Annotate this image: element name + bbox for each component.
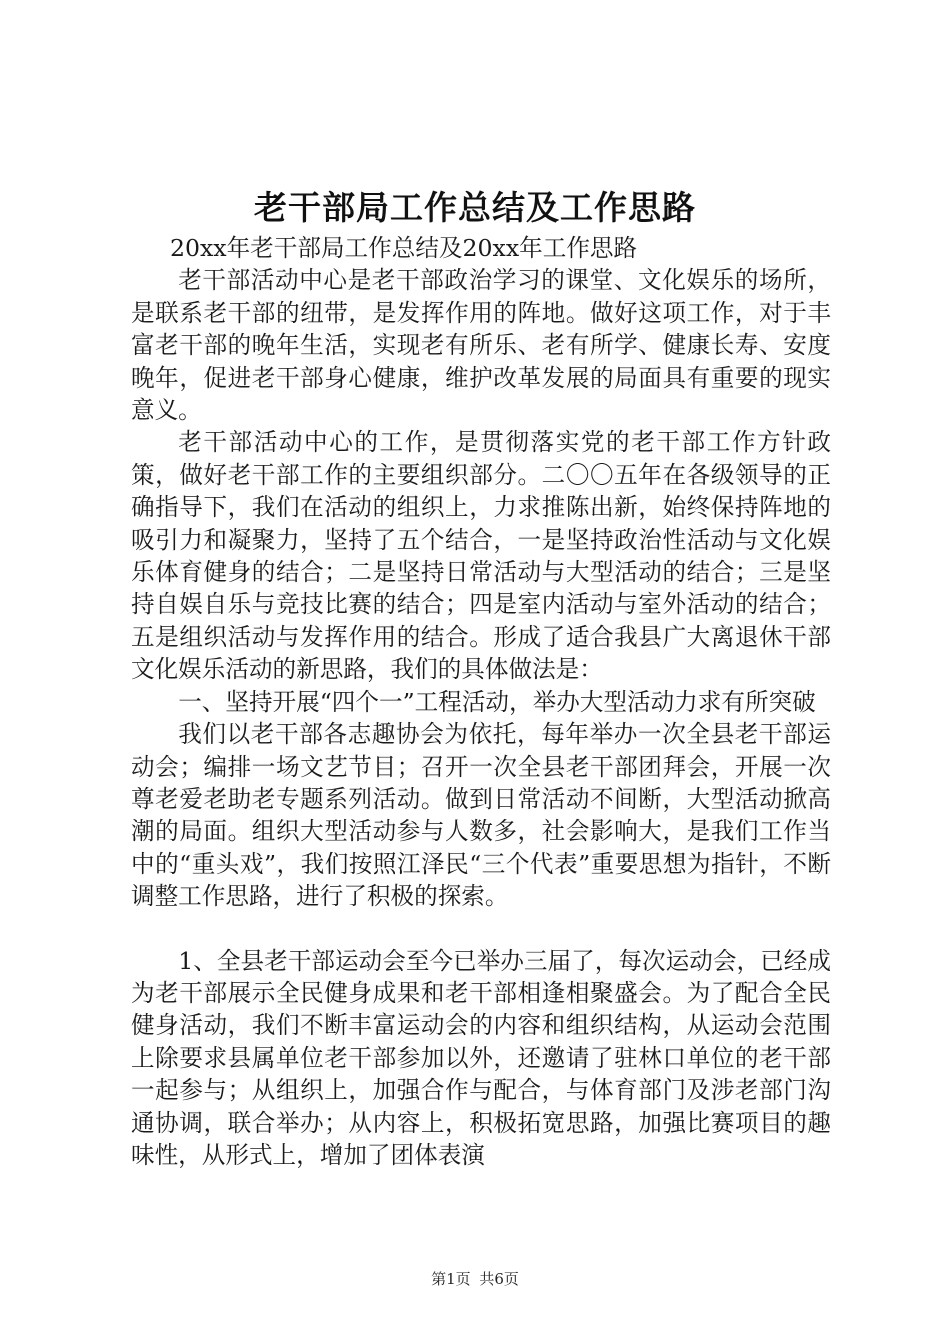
document-subtitle: 20xx年老干部局工作总结及20xx年工作思路 bbox=[169, 234, 638, 262]
paragraph: 我们以老干部各志趣协会为依托，每年举办一次全县老干部运动会；编排一场文艺节目；召开一次全县老干部团拜会，开展一次尊老爱老助老专题系列活动。做到日常活动不间断，大型活动掀高潮的局面。组织大型活动参与人数多，社会影响大，是我们工作当中的“重头戏”，我们按照江泽民“三个代表”重要思想为指针，不断调整工作思路，进行了积极的探索。 bbox=[131, 720, 831, 911]
paragraph: 1、全县老干部运动会至今已举办三届了，每次运动会，已经成为老干部展示全民健身成果和老干部相逢相聚盛会。为了配合全民健身活动，我们不断丰富运动会的内容和组织结构，从运动会范围上除要求县属单位老干部参加以外，还邀请了驻林口单位的老干部一起参与；从组织上，加强合作与配合，与体育部门及涉老部门沟通协调，联合举办；从内容上，积极拓宽思路，加强比赛项目的趣味性，从形式上，增加了团体表演 bbox=[131, 946, 831, 1169]
paragraph: 老干部活动中心的工作，是贯彻落实党的老干部工作方针政策，做好老干部工作的主要组织部分。二〇〇五年在各级领导的正确指导下，我们在活动的组织上，力求推陈出新，始终保持阵地的吸引力和凝聚力，坚持了五个结合，一是坚持政治性活动与文化娱乐体育健身的结合；二是坚持日常活动与大型活动的结合；三是坚持自娱自乐与竞技比赛的结合；四是室内活动与室外活动的结合；五是组织活动与发挥作用的结合。形成了适合我县广大离退休干部文化娱乐活动的新思路，我们的具体做法是： bbox=[131, 428, 831, 684]
page-number: 第1页 共6页 bbox=[431, 1270, 519, 1288]
section-heading: 一、坚持开展“四个一”工程活动，举办大型活动力求有所突破 bbox=[178, 687, 816, 716]
document-title: 老干部局工作总结及工作思路 bbox=[254, 188, 696, 227]
document-body bbox=[131, 232, 831, 1171]
paragraph: 老干部活动中心是老干部政治学习的课堂、文化娱乐的场所，是联系老干部的纽带，是发挥作用的阵地。做好这项工作，对于丰富老干部的晚年生活，实现老有所乐、老有所学、健康长寿、安度晚年，促进老干部身心健康，维护改革发展的局面具有重要的现实意义。 bbox=[131, 266, 831, 425]
